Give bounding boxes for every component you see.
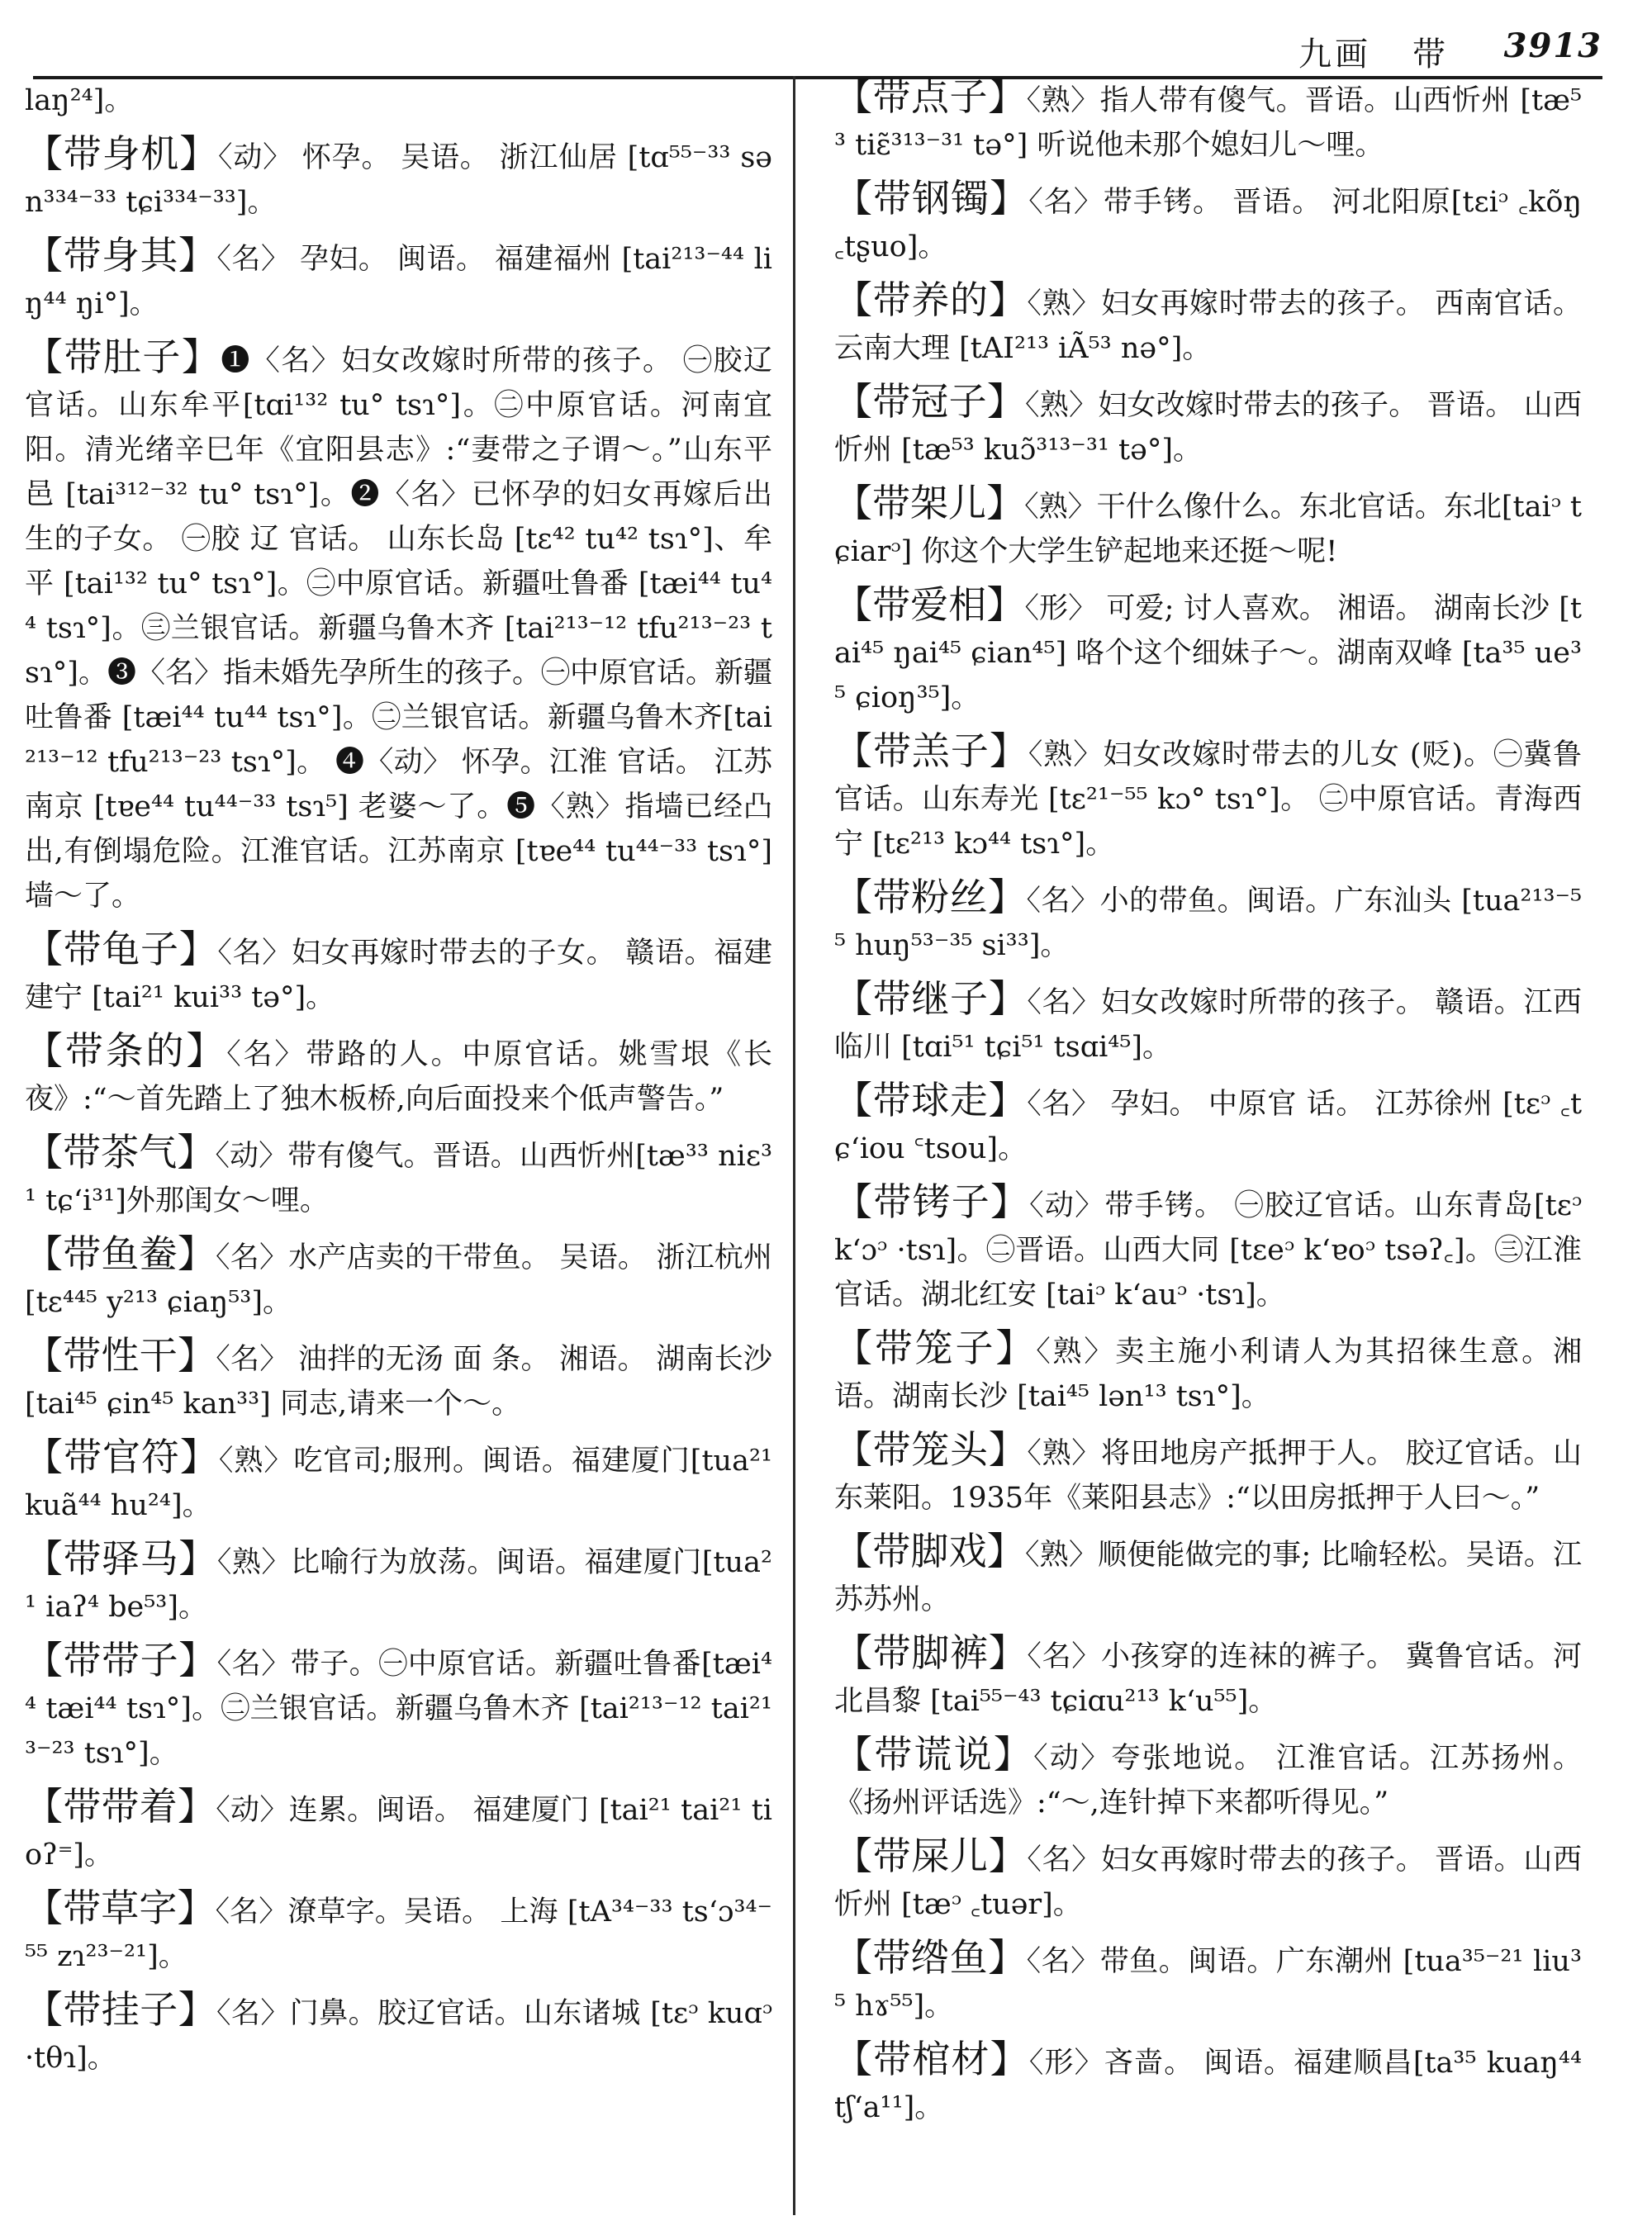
dictionary-entry bbox=[834, 582, 1582, 720]
entry-definition: 〈名〉 油拌的无汤 面 条。 湘语。 湖南长沙 [tai⁴⁵ ɕin⁴⁵ kan³³] 同志,请来一个～。 bbox=[25, 1343, 772, 1421]
entry-headword: 【带笼头】 bbox=[834, 1427, 1028, 1472]
entry-definition: 〈熟〉指人带有傻气。晋语。山西忻州 [tæ⁵³ tiɛ̃³¹³⁻³¹ tə°] 听说他未那个媳妇儿～哩。 bbox=[834, 84, 1583, 162]
entry-definition: 〈熟〉吃官司;服刑。闽语。福建厦门[tua²¹ kuã⁴⁴ hu²⁴]。 bbox=[25, 1445, 772, 1522]
dictionary-entry bbox=[25, 1435, 772, 1528]
page-number: 3913 bbox=[1503, 26, 1602, 65]
entry-definition: 〈动〉连累。闽语。 福建厦门 [tai²¹ tai²¹ tioʔ⁼]。 bbox=[25, 1794, 772, 1872]
entry-headword: 【带钢镯】 bbox=[834, 176, 1029, 221]
dictionary-entry bbox=[834, 278, 1582, 371]
page-header bbox=[33, 18, 1602, 79]
dictionary-entry bbox=[834, 1834, 1582, 1927]
dictionary-entry bbox=[25, 1130, 772, 1223]
entry-headword: 【带龟子】 bbox=[25, 927, 218, 971]
entry-definition: 〈名〉带路的人。中原官话。姚雪垠《长夜》:“～首先踏上了独木板桥,向后面投来个低声警告。” bbox=[25, 1038, 772, 1116]
dictionary-entry bbox=[834, 2037, 1582, 2130]
entry-definition: 〈熟〉卖主施小利请人为其招徕生意。湘语。湖南长沙 [tai⁴⁵ lən¹³ tsɿ°]。 bbox=[834, 1336, 1582, 1413]
dictionary-entry bbox=[25, 74, 772, 123]
dictionary-entry bbox=[834, 1732, 1582, 1825]
entry-definition: 〈名〉带鱼。闽语。广东潮州 [tua³⁵⁻²¹ liu³⁵ hɤ⁵⁵]。 bbox=[834, 1945, 1582, 2023]
dictionary-entry bbox=[25, 927, 772, 1020]
dictionary-entry bbox=[834, 74, 1582, 168]
dictionary-entry bbox=[25, 131, 772, 225]
entry-headword: 【带挂子】 bbox=[25, 1987, 217, 2032]
entry-headword: 【带架儿】 bbox=[834, 481, 1025, 525]
entry-definition: 〈名〉 孕妇。 闽语。 福建福州 [tai²¹³⁻⁴⁴ liŋ⁴⁴ ŋi°]。 bbox=[25, 243, 772, 320]
entry-definition: 〈名〉妇女改嫁时所带的孩子。 赣语。江西临川 [tɑi⁵¹ tɕi⁵¹ tsɑi⁴⁵]。 bbox=[834, 986, 1583, 1064]
entry-headword: 【带笼子】 bbox=[834, 1326, 1037, 1370]
dictionary-entry bbox=[834, 728, 1582, 866]
entry-headword: 【带条的】 bbox=[25, 1028, 227, 1073]
dictionary-entry bbox=[25, 233, 772, 326]
dictionary-entry bbox=[834, 379, 1582, 472]
entry-headword: 【带球走】 bbox=[834, 1078, 1028, 1122]
entry-definition: laŋ²⁴]。 bbox=[25, 84, 134, 117]
entry-headword: 【带草字】 bbox=[25, 1886, 216, 1930]
entry-definition: 〈熟〉干什么像什么。东北官话。东北[taiᵓ tɕiarᵓ] 你这个大学生铲起地来还挺～呢! bbox=[834, 491, 1583, 568]
dictionary-entry bbox=[834, 976, 1582, 1070]
entry-headword: 【带爱相】 bbox=[834, 582, 1025, 627]
entry-headword: 【带鱼鲞】 bbox=[25, 1231, 216, 1276]
entry-headword: 【带铐子】 bbox=[834, 1179, 1030, 1224]
entry-headword: 【带羔子】 bbox=[834, 728, 1028, 773]
dictionary-entry bbox=[834, 1630, 1582, 1724]
entry-definition: ❶〈名〉妇女改嫁时所带的孩子。 ㊀胶辽官话。山东牟平[tɑi¹³² tu° tsɿ°]。㊁中原官话。河南宜阳。清光绪辛巳年《宜阳县志》:“妻带之子谓～。”山东平邑 [tai³¹²⁻³² tu° tsɿ°]。❷〈名〉已怀孕的妇女再嫁后出生的子女。 ㊀胶 辽 官话。 山东长岛 [tɛ⁴² tu⁴² tsɿ°]、牟平 [tai¹³² tu° tsɿ°]。㊁中原官话。新疆吐鲁番 [tæi⁴⁴ tu⁴⁴ tsɿ°]。㊂兰银官话。新疆乌鲁木齐 [tai²¹³⁻¹² tfu²¹³⁻²³ tsɿ°]。❸〈名〉指未婚先孕所生的孩子。㊀中原官话。新疆吐鲁番 [tæi⁴⁴ tu⁴⁴ tsɿ°]。㊁兰银官话。新疆乌鲁木齐[tai²¹³⁻¹² tfu²¹³⁻²³ tsɿ°]。 ❹〈动〉 怀孕。江淮 官话。 江苏南京 [tɐe⁴⁴ tu⁴⁴⁻³³ tsɿ⁵] 老婆～了。❺〈熟〉指墙已经凸出,有倒塌危险。江淮官话。江苏南京 [tɐe⁴⁴ tu⁴⁴⁻³³ tsɿ°] 墙～了。 bbox=[25, 344, 773, 913]
entry-definition: 〈熟〉顺便能做完的事; 比喻轻松。吴语。江苏苏州。 bbox=[834, 1539, 1583, 1616]
entry-headword: 【带脚戏】 bbox=[834, 1529, 1025, 1573]
dictionary-entry bbox=[834, 1179, 1582, 1317]
entry-headword: 【带点子】 bbox=[834, 74, 1027, 119]
dictionary-entry bbox=[834, 1529, 1582, 1622]
right-column bbox=[834, 74, 1582, 2138]
entry-definition: 〈熟〉妇女再嫁时带去的孩子。 西南官话。云南大理 [tAI²¹³ iÃ⁵³ nə°]。 bbox=[834, 287, 1583, 365]
entry-definition: 〈形〉吝啬。 闽语。福建顺昌[ta³⁵ kuaŋ⁴⁴ tʃ‘a¹¹]。 bbox=[834, 2047, 1582, 2124]
entry-definition: 〈形〉 可爱; 讨人喜欢。 湘语。 湖南长沙 [tai⁴⁵ ŋai⁴⁵ ɕian⁴⁵] 咯个这个细妹子～。湖南双峰 [ta³⁵ ue³⁵ ɕioŋ³⁵]。 bbox=[834, 592, 1582, 714]
column-divider bbox=[793, 76, 795, 2215]
entry-definition: 〈名〉妇女再嫁时带去的子女。 赣语。福建建宁 [tai²¹ kui³³ tə°]。 bbox=[25, 937, 773, 1014]
section-label: 九画 bbox=[1298, 36, 1371, 74]
entry-definition: 〈动〉带手铐。 ㊀胶辽官话。山东青岛[tɛᵓ k‘ɔᵓ ·tsɿ]。㊁晋语。山西大同 [tɛeᵓ k‘ɐoᵓ tsəʔ꜀]。㊂江淮官话。湖北红安 [taiᵓ k‘auᵓ ·tsɿ]。 bbox=[834, 1189, 1582, 1312]
dictionary-entry bbox=[834, 1326, 1582, 1419]
entry-definition: 〈名〉带手铐。 晋语。 河北阳原[tɛiᵓ ꜀kõŋ ꜀tʂuo]。 bbox=[834, 186, 1582, 263]
left-column bbox=[25, 74, 772, 2089]
entry-definition: 〈名〉潦草字。吴语。 上海 [tA³⁴⁻³³ ts‘ɔ³⁴⁻⁵⁵ zɿ²³⁻²¹]。 bbox=[25, 1896, 772, 1973]
entry-definition: 〈动〉 怀孕。 吴语。 浙江仙居 [tɑ⁵⁵⁻³³ sən³³⁴⁻³³ tɕi³³⁴⁻³³]。 bbox=[25, 141, 772, 219]
entry-headword: 【带冠子】 bbox=[834, 379, 1026, 424]
entry-headword: 【带谎说】 bbox=[834, 1732, 1034, 1777]
entry-headword: 【带身其】 bbox=[25, 233, 217, 278]
dictionary-entry bbox=[834, 1427, 1582, 1521]
entry-headword: 【带养的】 bbox=[834, 278, 1028, 322]
entry-headword: 【带驿马】 bbox=[25, 1536, 217, 1581]
entry-headword: 【带绺鱼】 bbox=[834, 1935, 1027, 1980]
dictionary-entry bbox=[25, 334, 772, 918]
dictionary-entry bbox=[25, 1987, 772, 2081]
dictionary-entry bbox=[834, 481, 1582, 574]
dictionary-entry bbox=[25, 1333, 772, 1426]
entry-headword: 【带带着】 bbox=[25, 1784, 216, 1829]
entry-headword: 【带屎儿】 bbox=[834, 1834, 1028, 1878]
dictionary-entry bbox=[834, 1078, 1582, 1171]
entry-headword: 【带性干】 bbox=[25, 1333, 216, 1378]
header-character: 带 bbox=[1412, 36, 1446, 74]
dictionary-entry bbox=[834, 176, 1582, 269]
entry-headword: 【带棺材】 bbox=[834, 2037, 1029, 2081]
dictionary-entry bbox=[25, 1231, 772, 1325]
dictionary-entry bbox=[25, 1028, 772, 1122]
entry-definition: 〈名〉小的带鱼。闽语。广东汕头 [tua²¹³⁻⁵⁵ huŋ⁵³⁻³⁵ si³³]。 bbox=[834, 885, 1583, 962]
entry-definition: 〈熟〉比喻行为放荡。闽语。福建厦门[tua²¹ iaʔ⁴ be⁵³]。 bbox=[25, 1546, 772, 1624]
entry-definition: 〈熟〉将田地房产抵押于人。 胶辽官话。山东莱阳。1935年《莱阳县志》:“以田房抵押于人曰～。” bbox=[834, 1437, 1583, 1515]
entry-headword: 【带继子】 bbox=[834, 976, 1028, 1021]
entry-headword: 【带肚子】 bbox=[25, 334, 221, 379]
dictionary-entry bbox=[834, 1935, 1582, 2028]
entry-definition: 〈熟〉妇女改嫁时带去的儿女 (贬)。㊀冀鲁官话。山东寿光 [tɛ²¹⁻⁵⁵ kɔ° tsɿ°]。 ㊁中原官话。青海西宁 [tɛ²¹³ kɔ⁴⁴ tsɿ°]。 bbox=[834, 738, 1582, 861]
entry-headword: 【带带子】 bbox=[25, 1638, 217, 1682]
entry-definition: 〈名〉门鼻。胶辽官话。山东诸城 [tɛᵓ kuɑᵓ ·tθɿ]。 bbox=[25, 1997, 772, 2075]
dictionary-entry bbox=[25, 1536, 772, 1630]
entry-headword: 【带粉丝】 bbox=[834, 875, 1027, 919]
dictionary-entry bbox=[834, 875, 1582, 968]
entry-definition: 〈名〉 孕妇。 中原官 话。 江苏徐州 [tɛᵓ ꜀tɕ‘iou ꜂tsou]。 bbox=[834, 1088, 1583, 1165]
entry-headword: 【带脚裤】 bbox=[834, 1630, 1028, 1675]
entry-definition: 〈动〉夸张地说。 江淮官话。江苏扬州。《扬州评话选》:“～,连针掉下来都听得见。” bbox=[834, 1742, 1582, 1820]
entry-headword: 【带茶气】 bbox=[25, 1130, 216, 1174]
entry-definition: 〈动〉带有傻气。晋语。山西忻州[tæ³³ niɛ³¹ tɕ‘i³¹]外那闺女～哩。 bbox=[25, 1140, 772, 1217]
dictionary-entry bbox=[25, 1784, 772, 1877]
entry-definition: 〈熟〉妇女改嫁时带去的孩子。 晋语。 山西忻州 [tæ⁵³ kuɔ̃³¹³⁻³¹ tə°]。 bbox=[834, 389, 1582, 467]
entry-headword: 【带官符】 bbox=[25, 1435, 219, 1479]
entry-definition: 〈名〉小孩穿的连袜的裤子。 冀鲁官话。河北昌黎 [tai⁵⁵⁻⁴³ tɕiɑu²¹³ k‘u⁵⁵]。 bbox=[834, 1640, 1583, 1718]
entry-headword: 【带身机】 bbox=[25, 131, 219, 176]
entry-definition: 〈名〉带子。㊀中原官话。新疆吐鲁番[tæi⁴⁴ tæi⁴⁴ tsɿ°]。㊁兰银官话。新疆乌鲁木齐 [tai²¹³⁻¹² tai²¹³⁻²³ tsɿ°]。 bbox=[25, 1648, 772, 1770]
entry-definition: 〈名〉妇女再嫁时带去的孩子。 晋语。山西忻州 [tæᵓ ꜀tuər]。 bbox=[834, 1843, 1583, 1921]
entry-definition: 〈名〉水产店卖的干带鱼。 吴语。 浙江杭州 [tɛ⁴⁴⁵ y²¹³ ɕiaŋ⁵³]。 bbox=[25, 1241, 772, 1319]
dictionary-entry bbox=[25, 1638, 772, 1776]
dictionary-entry bbox=[25, 1886, 772, 1979]
